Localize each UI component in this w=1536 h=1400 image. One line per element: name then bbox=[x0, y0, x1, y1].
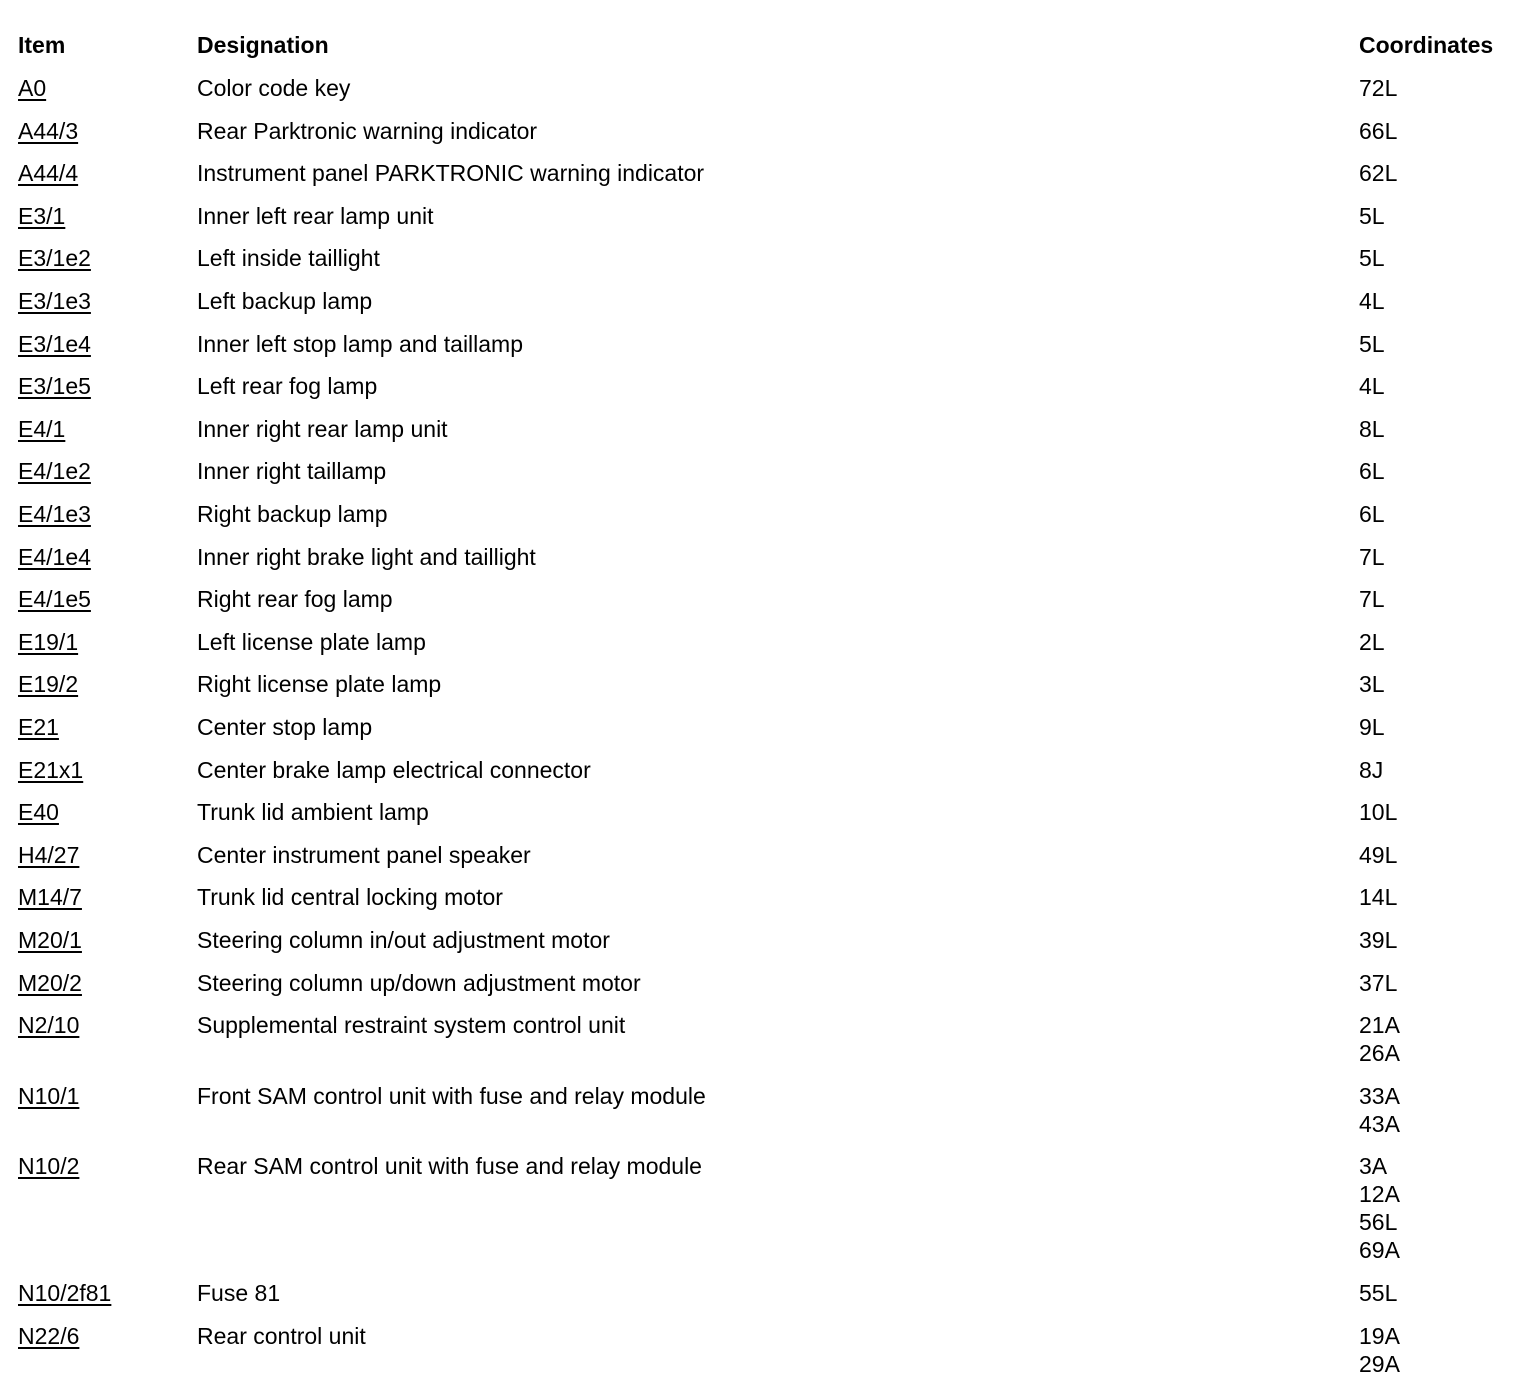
designation-text: Rear Parktronic warning indicator bbox=[197, 117, 538, 144]
coordinate-value: 43A bbox=[1359, 1110, 1400, 1137]
coordinates-cell bbox=[1359, 543, 1385, 571]
item-code-link[interactable]: M14/7 bbox=[18, 884, 82, 911]
coordinates-cell bbox=[1359, 969, 1397, 997]
coordinate-value: 39L bbox=[1359, 927, 1398, 953]
coordinate-value: 5L bbox=[1359, 245, 1385, 272]
coordinates-cell bbox=[1359, 1279, 1397, 1307]
item-code-link[interactable]: N10/1 bbox=[18, 1082, 80, 1109]
item-code-link[interactable]: E19/1 bbox=[18, 628, 79, 655]
coordinates-cell bbox=[1359, 1322, 1400, 1378]
designation-text: Inner right taillamp bbox=[197, 458, 387, 485]
item-code-link[interactable]: E3/1e5 bbox=[18, 373, 91, 400]
coordinates-cell bbox=[1359, 585, 1385, 613]
coordinate-value: 6L bbox=[1359, 458, 1385, 485]
designation-text: Supplemental restraint system control unit bbox=[197, 1012, 626, 1039]
designation-text: Color code key bbox=[197, 75, 351, 101]
coordinate-value: 55L bbox=[1359, 1280, 1398, 1306]
coordinate-value: 7L bbox=[1359, 543, 1385, 570]
designation-text: Left rear fog lamp bbox=[197, 373, 378, 400]
coordinates-column-header: Coordinates bbox=[1359, 32, 1494, 58]
item-code-link[interactable]: E3/1e3 bbox=[18, 288, 91, 314]
item-column-header: Item bbox=[18, 32, 66, 58]
designation-column-header: Designation bbox=[197, 32, 329, 58]
designation-text: Steering column up/down adjustment motor bbox=[197, 969, 641, 996]
coordinates-cell bbox=[1359, 628, 1385, 656]
coordinates-cell bbox=[1359, 457, 1385, 485]
coordinates-cell bbox=[1359, 500, 1385, 528]
designation-text: Left license plate lamp bbox=[197, 628, 426, 655]
item-code-link[interactable]: E3/1e2 bbox=[18, 245, 91, 272]
item-code-link[interactable]: N10/2f81 bbox=[18, 1280, 112, 1306]
coordinate-value: 3A bbox=[1359, 1153, 1388, 1180]
item-code-link[interactable]: E3/1e4 bbox=[18, 330, 91, 357]
designation-text: Trunk lid central locking motor bbox=[197, 884, 503, 911]
coordinate-value: 62L bbox=[1359, 160, 1398, 187]
coordinates-cell bbox=[1359, 74, 1397, 102]
designation-text: Center brake lamp electrical connector bbox=[197, 756, 591, 783]
coordinate-value: 6L bbox=[1359, 501, 1385, 527]
coordinate-value: 19A bbox=[1359, 1322, 1400, 1349]
designation-text: Trunk lid ambient lamp bbox=[197, 799, 429, 826]
designation-text: Center stop lamp bbox=[197, 714, 373, 740]
coordinates-cell bbox=[1359, 841, 1397, 869]
designation-text: Right backup lamp bbox=[197, 501, 388, 527]
item-code-link[interactable]: E19/2 bbox=[18, 671, 79, 698]
designation-text: Rear SAM control unit with fuse and relay module bbox=[197, 1153, 702, 1180]
designation-text: Center instrument panel speaker bbox=[197, 841, 531, 868]
designation-text: Right license plate lamp bbox=[197, 671, 442, 698]
designation-text: Fuse 81 bbox=[197, 1280, 281, 1306]
coordinates-cell bbox=[1359, 202, 1385, 230]
coordinates-cell bbox=[1359, 798, 1397, 826]
item-code-link[interactable]: N22/6 bbox=[18, 1322, 80, 1349]
coordinates-cell bbox=[1359, 883, 1397, 911]
item-code-link[interactable]: E21 bbox=[18, 714, 59, 740]
coordinates-cell bbox=[1359, 670, 1385, 698]
coordinate-value: 8L bbox=[1359, 415, 1385, 442]
designation-text: Rear control unit bbox=[197, 1322, 366, 1349]
coordinate-value: 69A bbox=[1359, 1237, 1400, 1264]
coordinate-value: 66L bbox=[1359, 117, 1398, 144]
coordinate-value: 21A bbox=[1359, 1012, 1400, 1039]
coordinate-value: 29A bbox=[1359, 1350, 1400, 1377]
coordinates-cell bbox=[1359, 287, 1385, 315]
coordinates-cell bbox=[1359, 756, 1383, 784]
coordinates-cell bbox=[1359, 159, 1397, 187]
coordinate-value: 37L bbox=[1359, 969, 1398, 996]
coordinates-cell bbox=[1359, 244, 1385, 272]
coordinate-value: 2L bbox=[1359, 628, 1385, 655]
item-code-link[interactable]: E4/1 bbox=[18, 415, 66, 442]
item-code-link[interactable]: A44/3 bbox=[18, 117, 79, 144]
coordinates-cell bbox=[1359, 926, 1397, 954]
designation-text: Inner left rear lamp unit bbox=[197, 202, 434, 229]
item-code-link[interactable]: E4/1e4 bbox=[18, 543, 91, 570]
coordinate-value: 4L bbox=[1359, 373, 1385, 400]
coordinate-value: 14L bbox=[1359, 884, 1398, 911]
coordinates-cell bbox=[1359, 117, 1397, 145]
designation-text: Steering column in/out adjustment motor bbox=[197, 927, 610, 953]
item-code-link[interactable]: N10/2 bbox=[18, 1153, 80, 1180]
item-code-link[interactable]: A44/4 bbox=[18, 160, 79, 187]
item-code-link[interactable]: E40 bbox=[18, 799, 59, 826]
designation-text: Instrument panel PARKTRONIC warning indicator bbox=[197, 160, 705, 187]
item-code-link[interactable]: A0 bbox=[18, 75, 47, 101]
coordinate-value: 49L bbox=[1359, 841, 1398, 868]
designation-text: Inner right rear lamp unit bbox=[197, 415, 448, 442]
coordinate-value: 4L bbox=[1359, 288, 1385, 314]
item-code-link[interactable]: E21x1 bbox=[18, 756, 84, 783]
coordinate-value: 3L bbox=[1359, 671, 1385, 698]
coordinate-value: 12A bbox=[1359, 1181, 1400, 1208]
item-code-link[interactable]: E3/1 bbox=[18, 202, 66, 229]
coordinates-cell bbox=[1359, 1011, 1400, 1067]
coordinates-cell bbox=[1359, 372, 1385, 400]
item-code-link[interactable]: E4/1e2 bbox=[18, 458, 91, 485]
designation-text: Front SAM control unit with fuse and relay module bbox=[197, 1082, 706, 1109]
coordinate-value: 56L bbox=[1359, 1209, 1398, 1236]
coordinate-value: 72L bbox=[1359, 75, 1398, 101]
coordinate-value: 7L bbox=[1359, 586, 1385, 613]
item-code-link[interactable]: M20/2 bbox=[18, 969, 82, 996]
coordinate-value: 26A bbox=[1359, 1040, 1400, 1067]
coordinate-value: 5L bbox=[1359, 330, 1385, 357]
item-code-link[interactable]: E4/1e3 bbox=[18, 501, 91, 527]
designation-text: Right rear fog lamp bbox=[197, 586, 393, 613]
coordinate-value: 8J bbox=[1359, 756, 1384, 783]
coordinates-cell bbox=[1359, 330, 1385, 358]
coordinates-cell bbox=[1359, 415, 1385, 443]
item-code-link[interactable]: N2/10 bbox=[18, 1012, 80, 1039]
coordinate-value: 9L bbox=[1359, 714, 1385, 740]
designation-text: Inner right brake light and taillight bbox=[197, 543, 536, 570]
designation-text: Inner left stop lamp and taillamp bbox=[197, 330, 524, 357]
coordinates-cell bbox=[1359, 713, 1385, 741]
coordinates-cell bbox=[1359, 1152, 1400, 1264]
designation-text: Left inside taillight bbox=[197, 245, 380, 272]
designation-text: Left backup lamp bbox=[197, 288, 373, 314]
item-code-link[interactable]: E4/1e5 bbox=[18, 586, 91, 613]
coordinate-value: 33A bbox=[1359, 1082, 1400, 1109]
item-code-link[interactable]: H4/27 bbox=[18, 841, 80, 868]
item-code-link[interactable]: M20/1 bbox=[18, 927, 82, 953]
coordinates-cell bbox=[1359, 1082, 1400, 1138]
coordinate-value: 5L bbox=[1359, 202, 1385, 229]
coordinate-value: 10L bbox=[1359, 799, 1398, 826]
